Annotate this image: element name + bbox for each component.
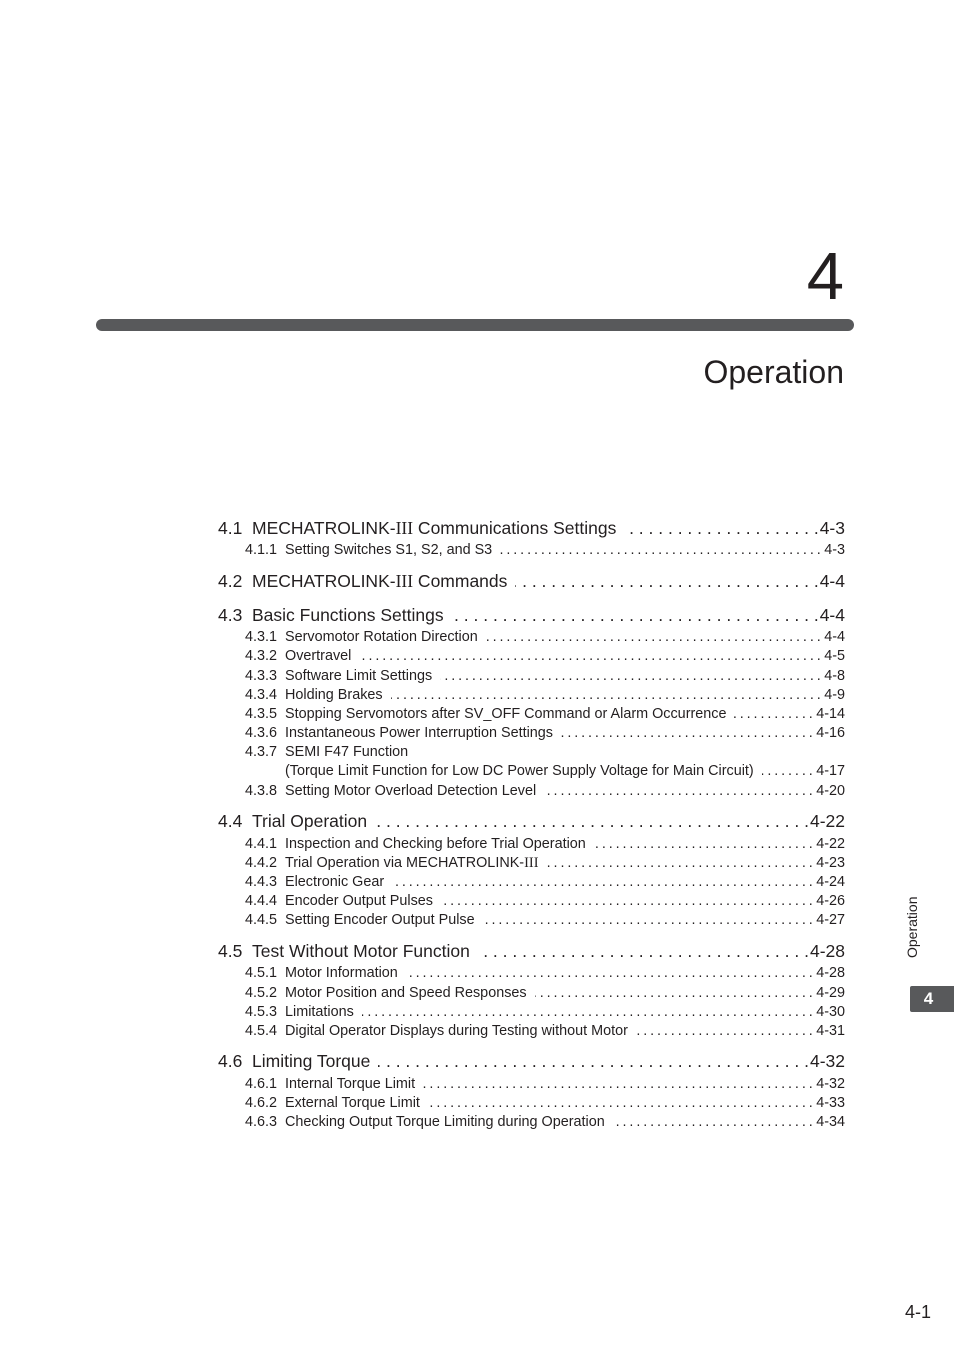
toc-section-page: 4-4 xyxy=(819,570,845,591)
toc-subsection xyxy=(218,984,845,1003)
toc-subsection-page: 4-4 xyxy=(824,629,845,646)
toc-subsection-subtitle: (Torque Limit Function for Low DC Power Supply Voltage for Main Circuit) xyxy=(285,763,754,780)
roman-numeral: III xyxy=(395,570,414,591)
toc-section xyxy=(218,605,845,625)
toc-section-page: 4-28 xyxy=(809,940,845,961)
toc-section-number: 4.2 xyxy=(218,570,243,591)
toc-section xyxy=(218,1051,845,1071)
toc-subsection-title: Motor Information xyxy=(285,965,398,982)
toc-section xyxy=(218,811,845,831)
dot-leader xyxy=(423,1075,812,1094)
toc-subsection-number: 4.6.3 xyxy=(245,1114,278,1131)
dot-leader xyxy=(359,647,820,666)
toc-subsection xyxy=(218,541,845,560)
toc-subsection-number: 4.3.6 xyxy=(245,725,278,742)
toc-subsection-number: 4.4.5 xyxy=(245,912,278,929)
toc-section-title: Test Without Motor Function xyxy=(252,940,470,961)
dot-leader xyxy=(478,941,809,961)
toc-subsection-number: 4.4.4 xyxy=(245,893,278,910)
toc-subsection-title: Stopping Servomotors after SV_OFF Command or Alarm Occurrence xyxy=(285,705,727,722)
toc-subsection-page: 4-14 xyxy=(816,705,845,722)
toc-subsection xyxy=(218,686,845,705)
roman-numeral: III xyxy=(395,518,414,538)
toc-subsection-page: 4-22 xyxy=(816,835,845,852)
toc-section-title: Limiting Torque xyxy=(252,1051,371,1072)
toc-subsection-number: 4.5.3 xyxy=(245,1003,278,1020)
dot-leader xyxy=(734,705,812,724)
toc-subsection-number: 4.4.2 xyxy=(245,854,278,871)
toc-subsection xyxy=(218,667,845,686)
dot-leader xyxy=(483,911,813,930)
toc-subsection-page: 4-20 xyxy=(816,782,845,799)
toc-subsection-title: Limitations xyxy=(285,1003,354,1020)
chapter-number: 4 xyxy=(806,239,844,314)
toc-subsection-page: 4-5 xyxy=(824,648,845,665)
toc-subsection xyxy=(218,964,845,983)
toc-subsection xyxy=(218,835,845,854)
toc-subsection xyxy=(218,647,845,666)
toc-subsection xyxy=(218,911,845,930)
toc-subsection-title: Setting Encoder Output Pulse xyxy=(285,912,475,929)
toc-section-page: 4-32 xyxy=(809,1051,845,1072)
toc-subsection-page: 4-3 xyxy=(824,542,845,559)
toc-section-title: MECHATROLINK-III Communications Settings xyxy=(252,518,617,538)
toc-subsection-number: 4.3.8 xyxy=(245,782,278,799)
toc-subsection-title: Setting Switches S1, S2, and S3 xyxy=(285,542,493,559)
toc-subsection-title: Checking Output Torque Limiting during Operation xyxy=(285,1114,605,1131)
dot-leader xyxy=(594,835,812,854)
toc-subsection-page: 4-30 xyxy=(816,1003,845,1020)
dot-leader xyxy=(515,571,818,591)
toc-subsection-page: 4-23 xyxy=(816,854,845,871)
toc-subsection xyxy=(218,743,845,762)
toc-subsection-title: Overtravel xyxy=(285,648,352,665)
dot-leader xyxy=(452,605,819,625)
toc-subsection-title: Internal Torque Limit xyxy=(285,1075,416,1092)
toc-subsection-title: SEMI F47 Function xyxy=(285,744,409,761)
toc-subsection-page: 4-8 xyxy=(824,667,845,684)
toc-subsection xyxy=(218,1022,845,1041)
toc-subsection xyxy=(218,1003,845,1022)
toc-section-title: Trial Operation xyxy=(252,811,368,832)
toc-subsection-title: Servomotor Rotation Direction xyxy=(285,629,478,646)
toc-subsection-page: 4-16 xyxy=(816,725,845,742)
toc-subsection-title: Encoder Output Pulses xyxy=(285,893,433,910)
side-tab-chapter-number: 4 xyxy=(910,986,954,1012)
roman-numeral: III xyxy=(524,854,539,871)
toc-subsection-page: 4-34 xyxy=(816,1114,845,1131)
dot-leader xyxy=(535,984,813,1003)
dot-leader xyxy=(762,762,813,781)
toc-subsection-number: 4.3.7 xyxy=(245,744,278,761)
toc-subsection-number: 4.3.2 xyxy=(245,648,278,665)
toc-subsection-number: 4.4.1 xyxy=(245,835,278,852)
dot-leader xyxy=(613,1113,812,1132)
toc-subsection xyxy=(218,724,845,743)
chapter-title: Operation xyxy=(703,354,844,390)
toc-subsection-title: Electronic Gear xyxy=(285,873,385,890)
chapter-divider-bar xyxy=(96,319,854,331)
dot-leader xyxy=(624,518,818,538)
toc-subsection-number: 4.5.1 xyxy=(245,965,278,982)
toc-section-page: 4-22 xyxy=(809,811,845,832)
toc-section-number: 4.1 xyxy=(218,518,243,538)
page-number: 4-1 xyxy=(904,1302,931,1322)
toc-subsection xyxy=(218,628,845,647)
dot-leader xyxy=(440,667,820,686)
toc-subsection-number: 4.3.4 xyxy=(245,686,278,703)
toc-subsection-page: 4-29 xyxy=(816,984,845,1001)
toc-subsection xyxy=(218,782,845,801)
toc-subsection-number: 4.3.5 xyxy=(245,705,278,722)
toc-subsection xyxy=(218,1075,845,1094)
toc-section xyxy=(218,941,845,961)
dot-leader xyxy=(561,724,812,743)
dot-leader xyxy=(428,1094,812,1113)
side-tab-label: Operation xyxy=(904,896,920,958)
toc-subsection-number: 4.4.3 xyxy=(245,873,278,890)
toc-subsection-page: 4-17 xyxy=(816,763,845,780)
toc-subsection-title: External Torque Limit xyxy=(285,1095,420,1112)
toc-subsection-title: Inspection and Checking before Trial Operation xyxy=(285,835,586,852)
toc-section-number: 4.3 xyxy=(218,604,243,625)
dot-leader xyxy=(500,541,820,560)
toc-subsection xyxy=(218,892,845,911)
toc-subsection-number: 4.1.1 xyxy=(245,542,278,559)
toc-subsection-number: 4.5.2 xyxy=(245,984,278,1001)
dot-leader xyxy=(378,1051,809,1071)
toc-subsection-title: Software Limit Settings xyxy=(285,667,433,684)
table-of-contents xyxy=(218,518,845,1132)
toc-subsection-number: 4.3.3 xyxy=(245,667,278,684)
toc-subsection-title: Motor Position and Speed Responses xyxy=(285,984,527,1001)
toc-section xyxy=(218,518,845,538)
toc-subsection xyxy=(218,873,845,892)
toc-subsection-number: 4.6.1 xyxy=(245,1075,278,1092)
toc-subsection xyxy=(218,854,845,873)
toc-section-page: 4-3 xyxy=(819,518,845,538)
toc-subsection xyxy=(218,1094,845,1113)
toc-subsection-page: 4-32 xyxy=(816,1075,845,1092)
dot-leader xyxy=(547,854,813,873)
dot-leader xyxy=(636,1022,812,1041)
toc-subsection-page: 4-27 xyxy=(816,912,845,929)
dot-leader xyxy=(544,782,812,801)
toc-section xyxy=(218,571,845,591)
dot-leader xyxy=(391,686,821,705)
dot-leader xyxy=(392,873,812,892)
toc-subsection-number: 4.6.2 xyxy=(245,1095,278,1112)
toc-subsection-page: 4-33 xyxy=(816,1095,845,1112)
toc-section-number: 4.5 xyxy=(218,940,243,961)
toc-subsection-number: 4.3.1 xyxy=(245,629,278,646)
toc-subsection-title: Holding Brakes xyxy=(285,686,383,703)
toc-subsection xyxy=(218,1113,845,1132)
toc-subsection-page: 4-24 xyxy=(816,873,845,890)
toc-subsection xyxy=(218,705,845,724)
toc-subsection-page: 4-9 xyxy=(824,686,845,703)
toc-section-title: Basic Functions Settings xyxy=(252,604,444,625)
dot-leader xyxy=(375,811,809,831)
toc-subsection-continuation xyxy=(218,762,845,781)
toc-subsection-title: Instantaneous Power Interruption Settings xyxy=(285,725,553,742)
dot-leader xyxy=(406,964,812,983)
toc-subsection-page: 4-26 xyxy=(816,893,845,910)
toc-subsection-number: 4.5.4 xyxy=(245,1022,278,1039)
dot-leader xyxy=(362,1003,812,1022)
dot-leader xyxy=(486,628,820,647)
toc-subsection-page: 4-31 xyxy=(816,1022,845,1039)
toc-subsection-page: 4-28 xyxy=(816,965,845,982)
dot-leader xyxy=(441,892,812,911)
toc-subsection-title: Trial Operation via MECHATROLINK-III xyxy=(285,854,539,871)
toc-section-number: 4.6 xyxy=(218,1051,243,1072)
toc-section-page: 4-4 xyxy=(819,604,845,625)
toc-section-title: MECHATROLINK-III Commands xyxy=(252,570,508,591)
toc-subsection-title: Setting Motor Overload Detection Level xyxy=(285,782,537,799)
toc-section-number: 4.4 xyxy=(218,811,243,832)
toc-subsection-title: Digital Operator Displays during Testing without Motor xyxy=(285,1022,628,1039)
